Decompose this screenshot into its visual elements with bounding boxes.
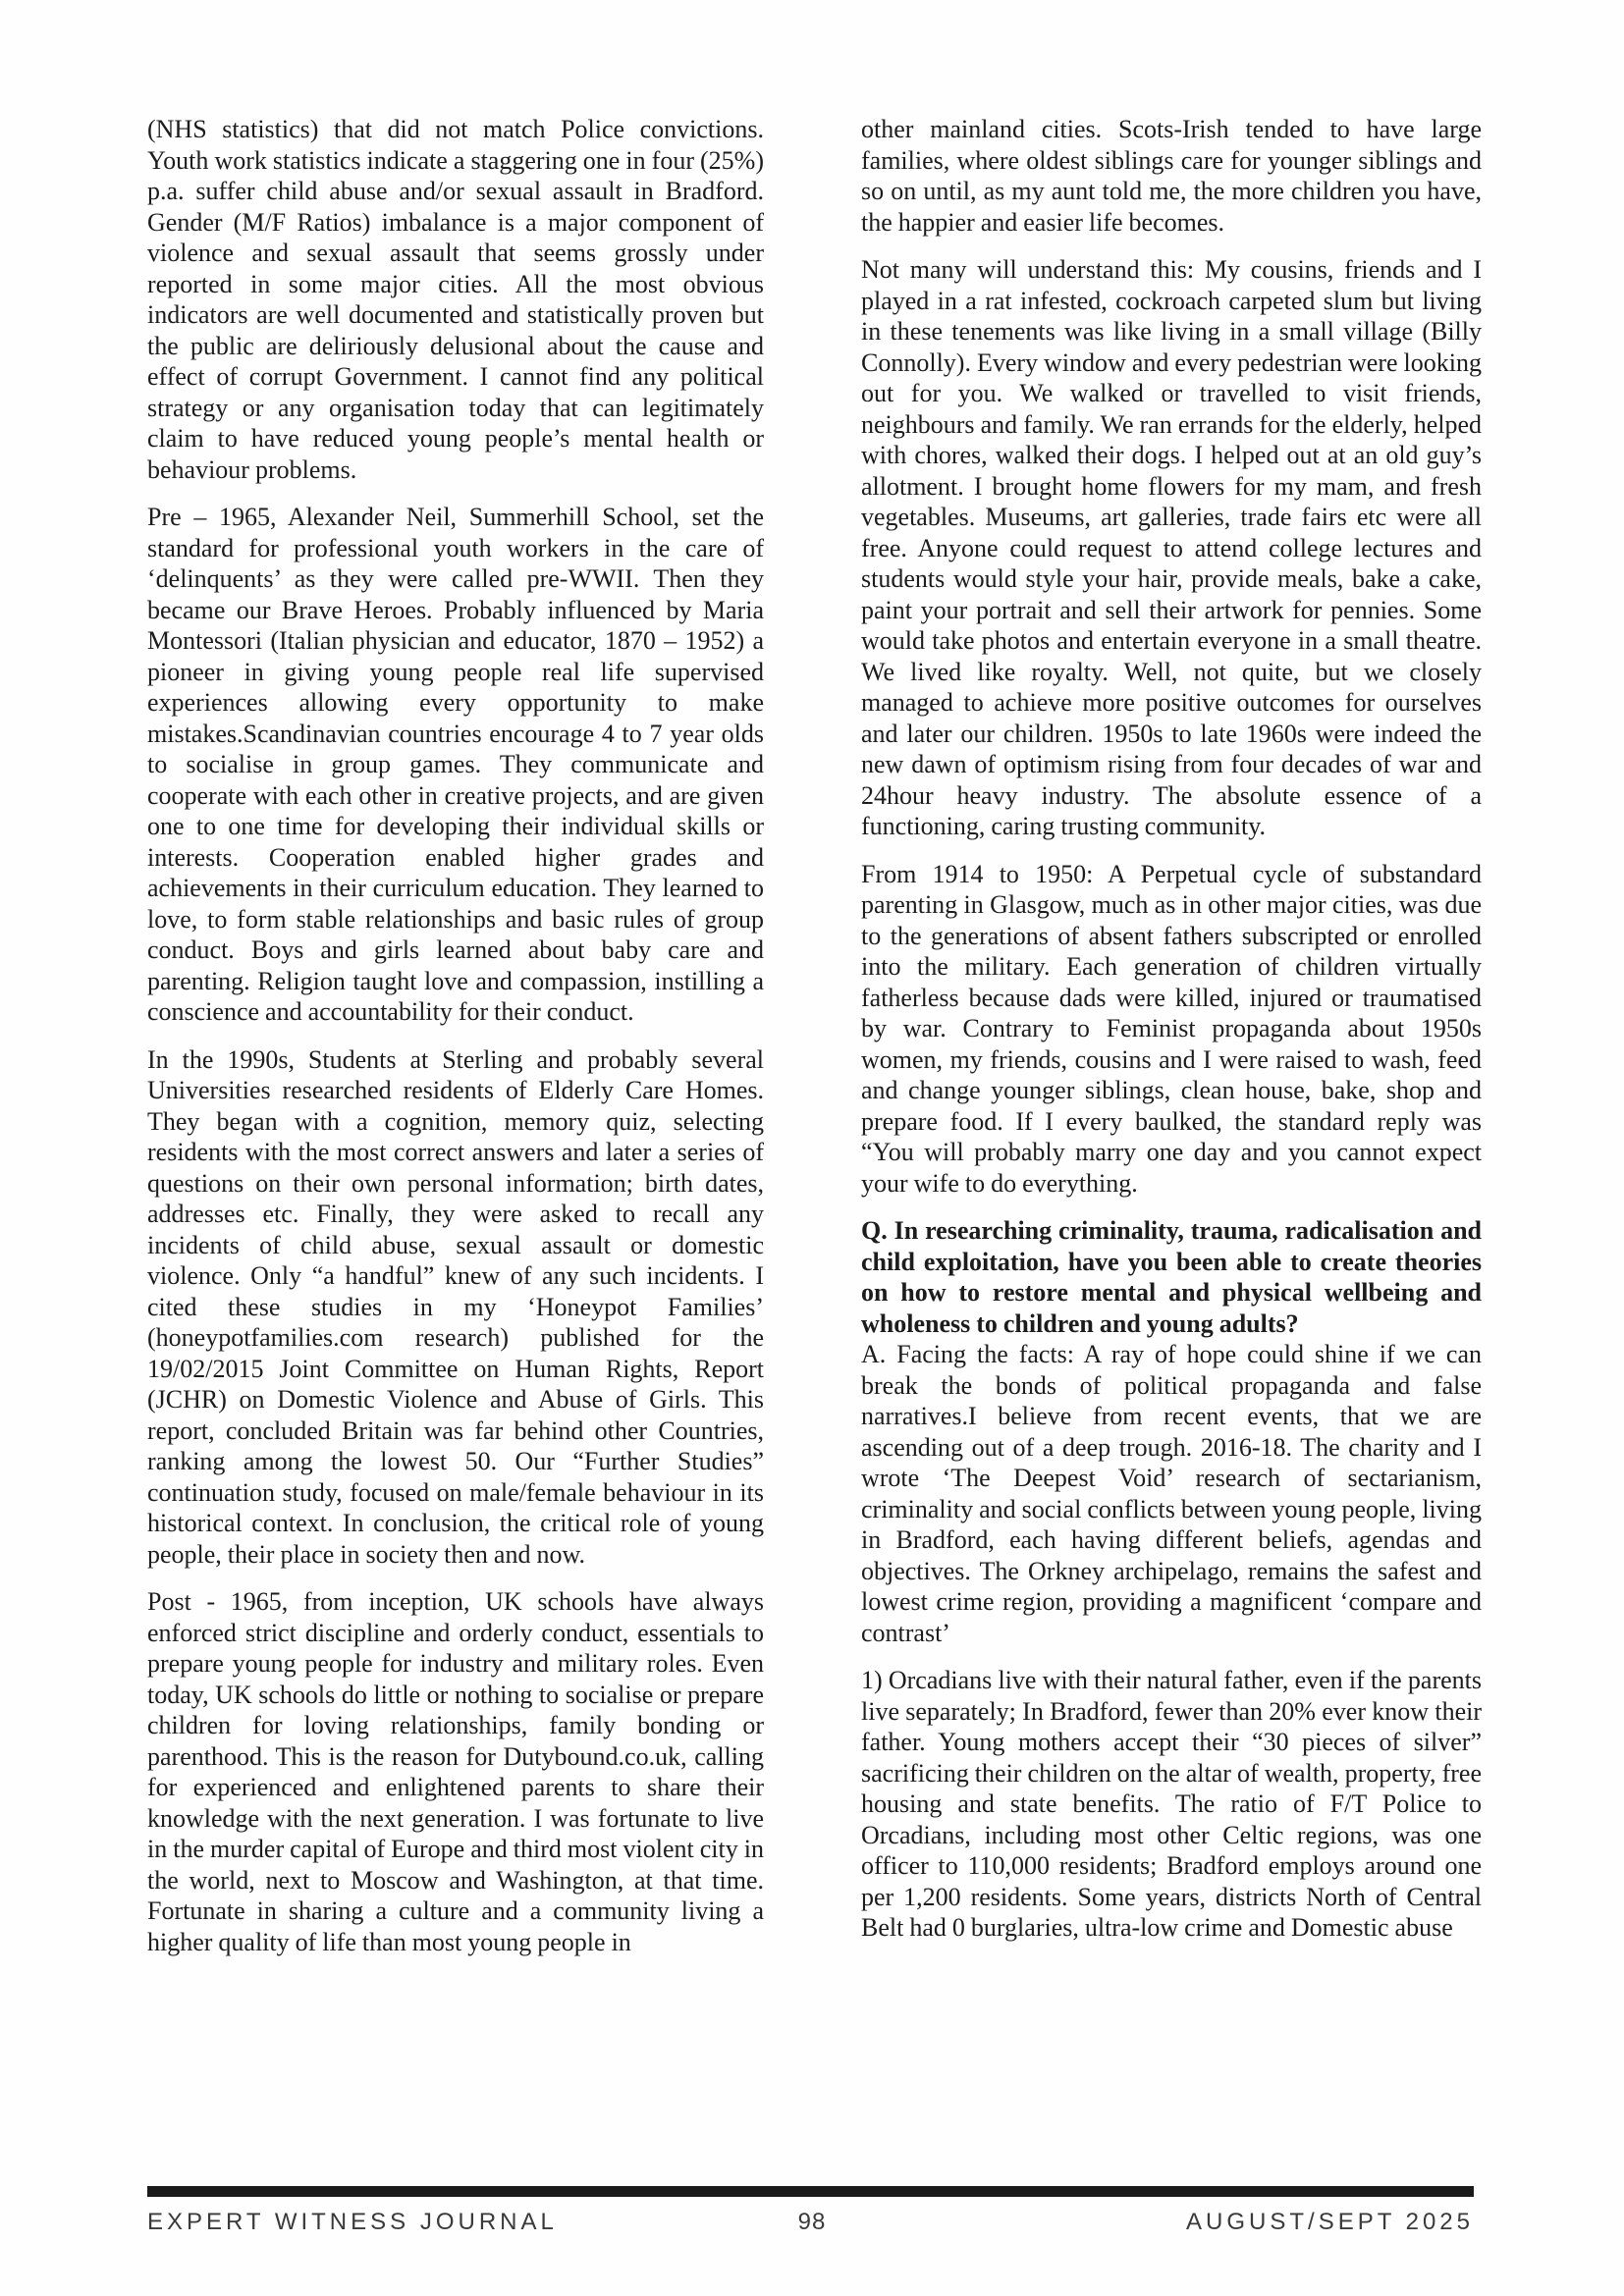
paragraph-1914-1950: From 1914 to 1950: A Perpetual cycle of substandard parenting in Glasgow, much as in other major cities, was due to the generations of absent fathers subscripted or enrolled into the military. Each generation of children virtually fatherless because dads were killed, injured or traumatised by war. Contrary to Feminist propaganda about 1950s women, my friends, cousins and I were raised to wash, feed and change younger siblings, clean house, bake, shop and prepare food. If I every baulked, the standard reply was “You will probably marry one day and you cannot expect your wife to do everything.	[861, 859, 1482, 1198]
paragraph-orcadians: 1) Orcadians live with their natural father, even if the parents live separately; In Bradford, fewer than 20% ever know their father. Young mothers accept their “30 pieces of silver” sacrificing their children on the altar of wealth, property, free housing and state benefits. The ratio of F/T Police to Orcadians, including most other Celtic regions, was one officer to 110,000 residents; Bradford employs around one per 1,200 residents. Some years, districts North of Central Belt had 0 burglaries, ultra-low crime and Domestic abuse	[861, 1666, 1482, 1942]
footer-rule	[147, 2186, 1474, 2197]
paragraph-not-many-understand: Not many will understand this: My cousins, friends and I played in a rat infested, cockroach carpeted slum but living in these tenements was like living in a small village (Billy Connolly). Every window and every pedestrian were looking out for you. We walked or travelled to visit friends, neighbours and family. We ran errands for the elderly, helped with chores, walked their dogs. I helped out at an old guy’s allotment. I brought home flowers for my mam, and fresh vegetables. Museums, art galleries, trade fairs etc were all free. Anyone could request to attend college lectures and students would style your hair, provide meals, bake a cake, paint your portrait and sell their artwork for pennies. Some would take photos and entertain everyone in a small theatre. We lived like royalty. Well, not quite, but we closely managed to achieve more positive outcomes for ourselves and later our children. 1950s to late 1960s were indeed the new dawn of optimism rising from four decades of war and 24hour heavy industry. The absolute essence of a functioning, caring trusting community.	[861, 255, 1482, 840]
paragraph-pre-1965: Pre – 1965, Alexander Neil, Summerhill School, set the standard for professional youth workers in the care of ‘delinquents’ as they were called pre-WWII. Then they became our Brave Heroes. Probably influenced by Maria Montessori (Italian physician and educator, 1870 – 1952) a pioneer in giving young people real life supervised experiences allowing every opportunity to make mistakes.Scandinavian countries encourage 4 to 7 year olds to socialise in group games. They communicate and cooperate with each other in creative projects, and are given one to one time for developing their individual skills or interests. Cooperation enabled higher grades and achievements in their curriculum education. They learned to love, to form stable relationships and basic rules of group conduct. Boys and girls learned about baby care and parenting. Religion taught love and compassion, instilling a conscience and accountability for their conduct.	[147, 503, 764, 1026]
paragraph-1990s-students: In the 1990s, Students at Sterling and probably several Universities researched residents of Elderly Care Homes. They began with a cognition, memory quiz, selecting residents with the most correct answers and later a series of questions on their own personal information; birth dates, addresses etc. Finally, they were asked to recall any incidents of child abuse, sexual assault or domestic violence. Only “a handful” knew of any such incidents. I cited these studies in my ‘Honeypot Families’ (honeypotfamilies.com research) published for the 19/02/2015 Joint Committee on Human Rights, Report (JCHR) on Domestic Violence and Abuse of Girls. This report, concluded Britain was far behind other Countries, ranking among the lowest 50. Our “Further Studies” continuation study, focused on male/female behaviour in its historical context. In conclusion, the critical role of young people, their place in society then and now.	[147, 1044, 764, 1569]
page-number: 98	[797, 2209, 827, 2235]
article-right-column	[861, 114, 1482, 2175]
paragraph-answer: A. Facing the facts: A ray of hope could shine if we can break the bonds of political propaganda and false narratives.I believe from recent events, that we are ascending out of a deep trough. 2016-18. The charity and I wrote ‘The Deepest Void’ research of sectarianism, criminality and social conflicts between young people, living in Bradford, each having different beliefs, agendas and objectives. The Orkney archipelago, remains the safest and lowest crime region, providing a magnificent ‘compare and contrast’	[861, 1340, 1482, 1647]
paragraph-mainland-cities: other mainland cities. Scots-Irish tended to have large families, where oldest siblings care for younger siblings and so on until, as my aunt told me, the more children you have, the happier and easier life becomes.	[861, 115, 1482, 237]
journal-name: EXPERT WITNESS JOURNAL	[147, 2209, 558, 2235]
paragraph-nhs-statistics: (NHS statistics) that did not match Police convictions. Youth work statistics indicate a staggering one in four (25%) p.a. suffer child abuse and/or sexual assault in Bradford. Gender (M/F Ratios) imbalance is a major component of violence and sexual assault that seems grossly under reported in some major cities. All the most obvious indicators are well documented and statistically proven but the public are deliriously delusional about the cause and effect of corrupt Government. I cannot find any political strategy or any organisation today that can legitimately claim to have reduced young people’s mental health or behaviour problems.	[147, 115, 764, 484]
paragraph-question: Q. In researching criminality, trauma, radicalisation and child exploitation, have you been able to create theories on how to restore mental and physical wellbeing and wholeness to children and young adults?	[861, 1216, 1482, 1338]
paragraph-post-1965: Post - 1965, from inception, UK schools have always enforced strict discipline and orderly conduct, essentials to prepare young people for industry and military roles. Even today, UK schools do little or nothing to socialise or prepare children for loving relationships, family bonding or parenthood. This is the reason for Dutybound.co.uk, calling for experienced and enlightened parents to share their knowledge with the next generation. I was fortunate to live in the murder capital of Europe and third most violent city in the world, next to Moscow and Washington, at that time. Fortunate in sharing a culture and a community living a higher quality of life than most young people in	[147, 1587, 764, 1956]
issue-date: AUGUST/SEPT 2025	[1186, 2209, 1474, 2235]
article-left-column	[147, 114, 764, 2175]
